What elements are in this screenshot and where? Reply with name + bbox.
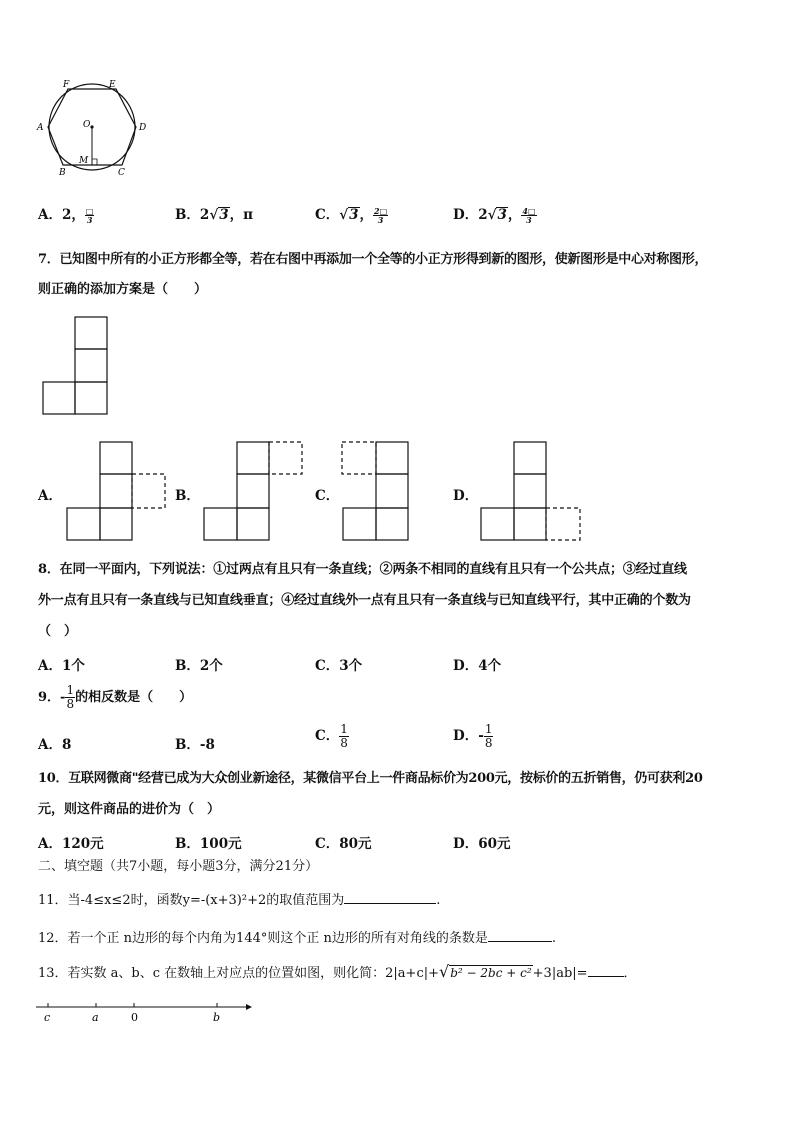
q9-fraction: $\frac{1}{8}$ bbox=[66, 683, 75, 711]
sqrt-sign: √ bbox=[439, 962, 450, 981]
q12-stem: 12．若一个正 n边形的每个内角为144°则这个正 n边形的所有对角线的条数是 . bbox=[38, 927, 556, 948]
q6-option-d[interactable]: D．2√3， $\frac{4□}{3}$ bbox=[453, 206, 536, 225]
q10-line2: 元，则这件商品的进价为（ ） bbox=[38, 802, 221, 817]
hexagon-circle-figure bbox=[30, 72, 160, 184]
q8-option-c[interactable]: C．3个 bbox=[315, 658, 363, 674]
label-C: C bbox=[118, 168, 125, 178]
q11-answer-blank[interactable] bbox=[344, 889, 436, 904]
label-zero: 0 bbox=[131, 1011, 138, 1024]
q7-line2: 则正确的添加方案是（ ） bbox=[38, 282, 208, 297]
q10-option-a[interactable]: A．120元 bbox=[38, 836, 104, 852]
q7-line1: 7．已知图中所有的小正方形都全等，若在右图中再添加一个全等的小正方形得到新的图形，使新图形是中心对称图形， bbox=[38, 252, 708, 267]
q7-option-c[interactable]: C． bbox=[315, 488, 340, 504]
center-point bbox=[90, 125, 93, 128]
label-M: M bbox=[79, 156, 89, 166]
q9-option-d[interactable]: D．- $\frac{1}{8}$ bbox=[453, 722, 493, 750]
label-c: c bbox=[44, 1011, 51, 1024]
q9-option-c[interactable]: C． $\frac{1}{8}$ bbox=[315, 722, 348, 750]
q7-option-d[interactable]: D． bbox=[453, 488, 479, 504]
q6-d-fraction: $\frac{4□}{3}$ bbox=[522, 206, 536, 225]
label-E: E bbox=[109, 80, 116, 90]
q9-option-b[interactable]: B．-8 bbox=[175, 737, 215, 753]
q9-stem: 9．- $\frac{1}{8}$ 的相反数是（ ） bbox=[38, 683, 193, 711]
q7-option-b[interactable]: B． bbox=[175, 488, 200, 504]
right-angle-mark bbox=[92, 159, 97, 165]
q10-option-d[interactable]: D．60元 bbox=[453, 836, 511, 852]
q8-line1: 8．在同一平面内，下列说法：①过两点有且只有一条直线；②两条不相同的直线有且只有一个公共点；③经过直线 bbox=[38, 562, 687, 577]
q7-original-figure bbox=[40, 316, 110, 417]
q12-answer-blank[interactable] bbox=[488, 927, 552, 942]
label-a: a bbox=[92, 1011, 99, 1024]
q8-line3: （ ） bbox=[38, 624, 78, 639]
q10-option-b[interactable]: B．100元 bbox=[175, 836, 242, 852]
section-heading: 二、填空题（共7小题，每小题3分，满分21分） bbox=[38, 859, 319, 874]
q9-d-fraction: $\frac{1}{8}$ bbox=[484, 722, 493, 750]
q10-line1: 10．互联网微商"经营已成为大众创业新途径，某微信平台上一件商品标价为200元，按标价的五折销售，仍可获利20 bbox=[38, 771, 703, 786]
q13-answer-blank[interactable] bbox=[588, 962, 624, 977]
number-line-figure bbox=[34, 997, 254, 1027]
q6-option-c[interactable]: C．√3， $\frac{2□}{3}$ bbox=[315, 206, 388, 225]
q8-line2: 外一点有且只有一条直线与已知直线垂直；④经过直线外一点有且只有一条直线与已知直线平行，其中正确的个数为 bbox=[38, 593, 691, 608]
q7-figure-c bbox=[341, 441, 411, 542]
q10-option-c[interactable]: C．80元 bbox=[315, 836, 372, 852]
label-O: O bbox=[83, 120, 91, 130]
q8-option-a[interactable]: A．1个 bbox=[38, 658, 85, 674]
q6-option-a[interactable]: A．2， $\frac{□}{3}$ bbox=[38, 206, 94, 225]
q7-figure-a bbox=[66, 441, 170, 542]
q13-stem: 13．若实数 a、b、c 在数轴上对应点的位置如图，则化简：2|a+c|+√b² − 2bc + c²+3|ab|= ． bbox=[38, 962, 637, 981]
sqrt-sign: √ bbox=[209, 207, 219, 223]
q8-option-b[interactable]: B．2个 bbox=[175, 658, 223, 674]
label-b: b bbox=[213, 1011, 221, 1024]
sqrt-sign: √ bbox=[339, 207, 349, 223]
q6-c-fraction: $\frac{2□}{3}$ bbox=[374, 206, 388, 225]
q7-option-a[interactable]: A． bbox=[38, 488, 62, 504]
label-D: D bbox=[139, 123, 147, 133]
q9-c-fraction: $\frac{1}{8}$ bbox=[340, 722, 348, 750]
q6-option-b[interactable]: B．2√3，π bbox=[175, 207, 253, 223]
q8-option-d[interactable]: D．4个 bbox=[453, 658, 502, 674]
q9-option-a[interactable]: A．8 bbox=[38, 737, 72, 753]
q7-figure-d bbox=[480, 441, 584, 542]
number-line-arrow bbox=[246, 1004, 252, 1010]
label-F: F bbox=[63, 80, 70, 90]
q7-figure-b bbox=[203, 441, 307, 542]
q11-stem: 11．当-4≤x≤2时，函数y=-(x+3)²+2的取值范围为 . bbox=[38, 889, 440, 910]
sqrt-sign: √ bbox=[487, 207, 497, 223]
q6-a-fraction: $\frac{□}{3}$ bbox=[85, 206, 94, 225]
label-B: B bbox=[59, 168, 66, 178]
label-A: A bbox=[37, 123, 44, 133]
